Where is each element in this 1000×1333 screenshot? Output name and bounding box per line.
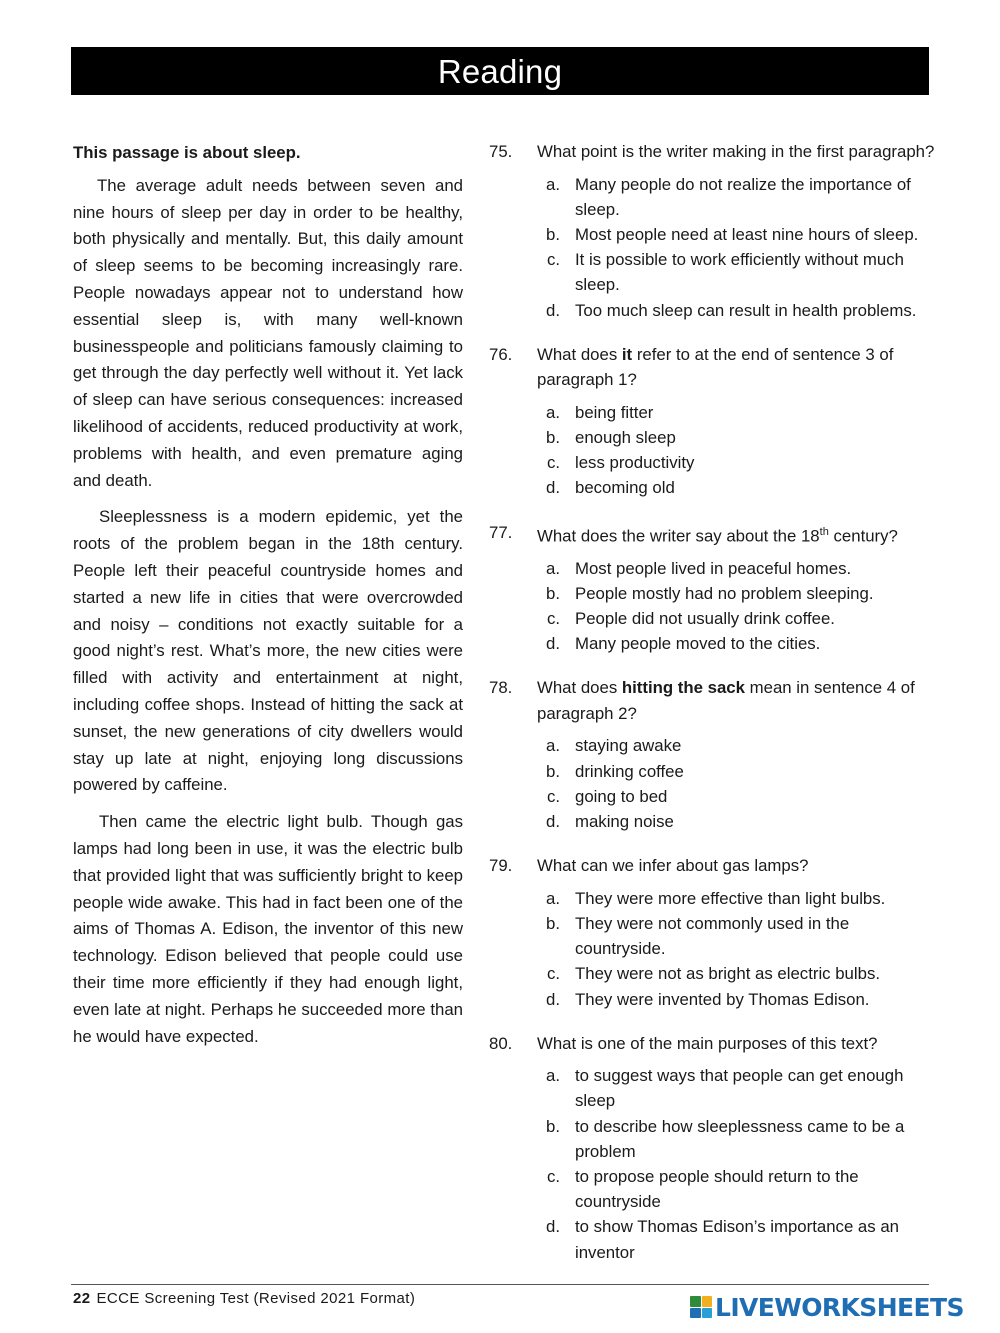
answer-option[interactable] bbox=[489, 784, 949, 809]
option-text: Most people lived in peaceful homes. bbox=[575, 558, 852, 578]
brand-name: LIVEWORKSHEETS bbox=[715, 1292, 964, 1322]
option-letter: c. bbox=[546, 964, 560, 984]
option-text: to describe how sleeplessness came to be a problem bbox=[575, 1116, 905, 1161]
option-letter: d. bbox=[546, 300, 560, 320]
question-list bbox=[489, 139, 949, 1284]
question-text-part: mean in sentence 4 of paragraph 2? bbox=[537, 678, 915, 723]
option-text: Many people moved to the cities. bbox=[575, 634, 821, 654]
liveworksheets-logo-icon bbox=[690, 1296, 712, 1318]
passage-paragraph-3: Then came the electric light bulb. Though gas lamps had long been in use, it was the electric bulb that provided light that was sufficiently bright to keep people wide awake. This had in fact been one of the aims of Thomas A. Edison, the inventor of this new technology. Edison believed that people could use their time more efficiently if they had enough light, even late at night. Perhaps he succeeded more than he would have expected. bbox=[73, 812, 463, 1046]
answer-option[interactable] bbox=[489, 1214, 949, 1264]
option-letter: c. bbox=[546, 250, 560, 270]
answer-option[interactable] bbox=[489, 606, 949, 631]
option-letter: b. bbox=[546, 913, 560, 933]
question-number: 77. bbox=[489, 522, 513, 542]
option-text: staying awake bbox=[575, 736, 682, 756]
option-letter: a. bbox=[546, 174, 560, 194]
answer-option[interactable] bbox=[489, 247, 949, 297]
option-text: People did not usually drink coffee. bbox=[575, 609, 835, 629]
question-79 bbox=[489, 853, 949, 1012]
page-title: Reading bbox=[71, 47, 929, 95]
question-text-part: refer to at the end of sentence 3 of paragraph 1? bbox=[537, 344, 894, 390]
answer-option[interactable] bbox=[489, 1164, 949, 1214]
answer-option[interactable] bbox=[489, 556, 949, 581]
question-78 bbox=[489, 675, 949, 834]
option-letter: d. bbox=[546, 989, 560, 1009]
option-letter: b. bbox=[546, 224, 560, 244]
logo-square bbox=[702, 1296, 713, 1307]
option-text: to suggest ways that people can get enough sleep bbox=[575, 1066, 904, 1111]
option-text: going to bed bbox=[575, 786, 668, 806]
option-letter: b. bbox=[546, 1116, 560, 1136]
option-letter: a. bbox=[546, 1066, 560, 1086]
answer-option[interactable] bbox=[489, 425, 949, 450]
passage-paragraph-1: The average adult needs between seven and nine hours of sleep per day in order to be healthy, both physically and mentally. But, this daily amount of sleep seems to be becoming increasingly rare. People nowadays appear not to understand how essential sleep is, with many well-known businesspeople and politicians famously claiming to get through the day perfectly well without it. Yet lack of sleep can have serious consequences: increased likelihood of accidents, reduced productivity at work, problems with health, and even premature aging and death. bbox=[73, 175, 463, 490]
question-77 bbox=[489, 520, 949, 657]
question-text: What is one of the main purposes of this text? bbox=[537, 1033, 878, 1053]
answer-option[interactable] bbox=[489, 911, 949, 961]
option-letter: b. bbox=[546, 583, 560, 603]
question-number: 76. bbox=[489, 344, 513, 364]
option-letter: c. bbox=[546, 609, 560, 629]
question-text-part: century? bbox=[828, 526, 898, 546]
option-letter: d. bbox=[546, 634, 560, 654]
answer-option[interactable] bbox=[489, 961, 949, 986]
logo-square bbox=[702, 1308, 713, 1319]
option-text: being fitter bbox=[575, 402, 654, 422]
answer-option[interactable] bbox=[489, 298, 949, 323]
question-text bbox=[537, 342, 949, 393]
question-76 bbox=[489, 342, 949, 501]
option-text: Too much sleep can result in health problems. bbox=[575, 300, 917, 320]
option-letter: a. bbox=[546, 402, 560, 422]
footer-text: ECCE Screening Test (Revised 2021 Format) bbox=[96, 1290, 416, 1307]
ordinal-suffix: th bbox=[819, 525, 829, 538]
option-text: to show Thomas Edison’s importance as an inventor bbox=[575, 1217, 899, 1262]
answer-option[interactable] bbox=[489, 475, 949, 500]
question-number: 78. bbox=[489, 678, 513, 698]
question-number: 75. bbox=[489, 142, 513, 161]
option-text: They were more effective than light bulbs. bbox=[575, 888, 886, 908]
option-text: They were invented by Thomas Edison. bbox=[575, 989, 870, 1009]
option-text: They were not commonly used in the countryside. bbox=[575, 913, 850, 959]
question-key-term: it bbox=[621, 344, 633, 364]
option-text: drinking coffee bbox=[575, 761, 684, 781]
answer-option[interactable] bbox=[489, 450, 949, 475]
footer-divider bbox=[71, 1284, 929, 1285]
option-letter: b. bbox=[546, 761, 560, 781]
answer-option[interactable] bbox=[489, 759, 949, 784]
option-text: making noise bbox=[575, 812, 674, 832]
question-text: What point is the writer making in the first paragraph? bbox=[537, 142, 935, 161]
option-letter: c. bbox=[546, 786, 560, 806]
option-text: Most people need at least nine hours of sleep. bbox=[575, 224, 919, 244]
option-text: becoming old bbox=[575, 478, 675, 498]
option-text: Many people do not realize the importance of sleep. bbox=[575, 174, 911, 219]
option-text: It is possible to work efficiently without much sleep. bbox=[575, 250, 904, 295]
option-letter: a. bbox=[546, 888, 560, 908]
reading-passage bbox=[73, 140, 463, 1060]
answer-option[interactable] bbox=[489, 631, 949, 656]
answer-option[interactable] bbox=[489, 581, 949, 606]
page-footer bbox=[73, 1290, 415, 1307]
logo-square bbox=[690, 1296, 701, 1307]
option-letter: d. bbox=[546, 812, 560, 832]
question-text-part: What does bbox=[537, 344, 622, 364]
option-letter: c. bbox=[546, 1167, 560, 1187]
answer-option[interactable] bbox=[489, 886, 949, 911]
answer-option[interactable] bbox=[489, 1114, 949, 1164]
answer-option[interactable] bbox=[489, 809, 949, 834]
question-75 bbox=[489, 139, 949, 323]
option-letter: a. bbox=[546, 736, 560, 756]
question-text: What can we infer about gas lamps? bbox=[537, 856, 809, 876]
question-text-part: What does bbox=[537, 678, 622, 698]
logo-square bbox=[690, 1308, 701, 1319]
question-80 bbox=[489, 1031, 949, 1265]
answer-option[interactable] bbox=[489, 733, 949, 758]
answer-option[interactable] bbox=[489, 222, 949, 247]
question-text bbox=[537, 675, 949, 726]
passage-paragraph-2: Sleeplessness is a modern epidemic, yet the roots of the problem began in the 18th century. People left their peaceful countryside homes and started a new life in cities that were overcrowded and noisy – conditions not exactly suitable for a good night’s rest. What’s more, the new cities were filled with activity and entertainment at night, including coffee shops. Instead of hitting the sack at sunset, the new generations of city dwellers would stay up late at night, enjoying long discussions powered by caffeine. bbox=[73, 507, 463, 795]
option-letter: c. bbox=[546, 453, 560, 473]
page-number: 22 bbox=[73, 1290, 91, 1307]
question-text bbox=[537, 520, 949, 549]
question-key-term: hitting the sack bbox=[621, 678, 745, 698]
question-number: 79. bbox=[489, 856, 513, 876]
option-text: to propose people should return to the countryside bbox=[575, 1167, 859, 1212]
passage-title: This passage is about sleep. bbox=[73, 143, 301, 162]
answer-option[interactable] bbox=[489, 1063, 949, 1113]
answer-option[interactable] bbox=[489, 400, 949, 425]
answer-option[interactable] bbox=[489, 987, 949, 1012]
question-number: 80. bbox=[489, 1033, 513, 1053]
option-text: less productivity bbox=[575, 453, 695, 473]
option-text: enough sleep bbox=[575, 427, 676, 447]
question-text-part: What does the writer say about the 18 bbox=[537, 526, 820, 546]
option-text: People mostly had no problem sleeping. bbox=[575, 583, 874, 603]
option-text: They were not as bright as electric bulbs. bbox=[575, 964, 881, 984]
brand-watermark[interactable] bbox=[690, 1293, 964, 1321]
answer-option[interactable] bbox=[489, 172, 949, 222]
option-letter: b. bbox=[546, 427, 560, 447]
option-letter: d. bbox=[546, 478, 560, 498]
option-letter: d. bbox=[546, 1217, 560, 1237]
option-letter: a. bbox=[546, 558, 560, 578]
